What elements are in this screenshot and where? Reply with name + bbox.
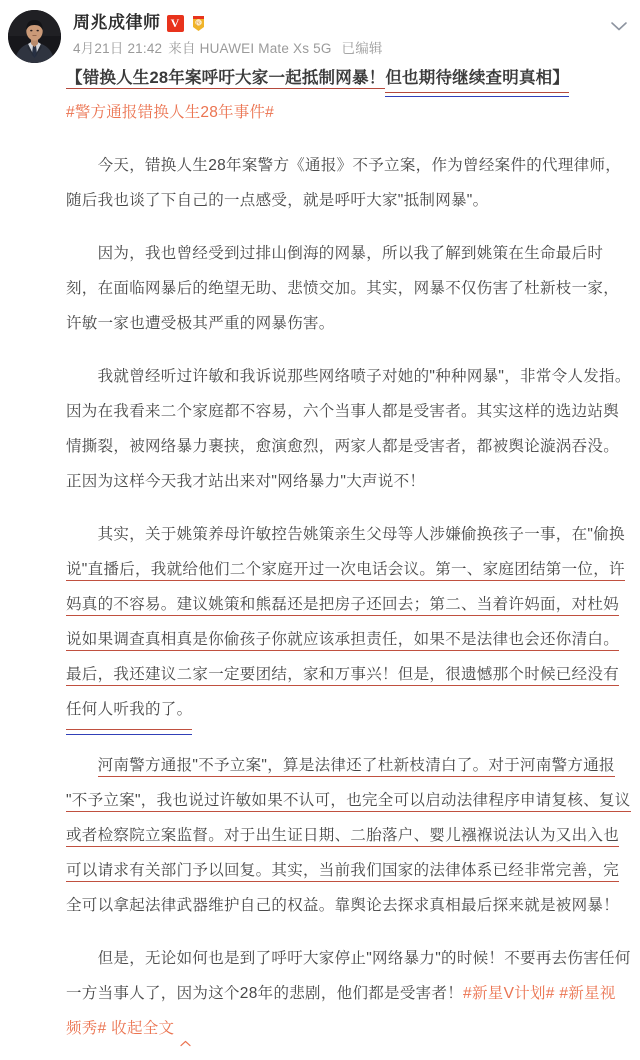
paragraph-5-line-4: 可以请求有关部门予以回复。其实，当前我们国家的法律体系已经非常完善，完 bbox=[66, 862, 619, 882]
post-title-segment-2: 但也期待继续查明真相】 bbox=[385, 65, 569, 93]
hashtag-xinxing-v-plan[interactable]: #新星V计划# bbox=[463, 985, 555, 1002]
paragraph-2 bbox=[66, 236, 632, 341]
post-title bbox=[66, 65, 632, 95]
paragraph-6-line-1: 但是，无论如何也是到了呼吁大家停止"网络暴力"的时候！不要再去伤害任何 bbox=[97, 950, 631, 967]
post-source-device[interactable]: HUAWEI Mate Xs 5G bbox=[199, 41, 332, 56]
paragraph-5-line-1: 河南警方通报"不予立案"，算是法律还了杜新枝清白了。对于河南警方通报 bbox=[98, 757, 615, 777]
paragraph-3-line-2: 因为在我看来二个家庭都不容易，六个当事人都是受害者。其实这样的选边站舆 bbox=[66, 403, 620, 420]
paragraph-3-line-3: 情撕裂，被网络暴力裹挟，愈演愈烈，两家人都是受害者，都被舆论漩涡吞没。 bbox=[66, 438, 620, 455]
paragraph-4-line-6: 任何人听我的了。 bbox=[66, 692, 192, 730]
post-body bbox=[0, 65, 640, 1046]
author-name[interactable]: 周兆成律师 bbox=[73, 13, 161, 32]
paragraph-6 bbox=[66, 941, 632, 1046]
paragraph-4-line-2: 说"直播后，我就给他们二个家庭开过一次电话会议。第一、家庭团结第一位，许 bbox=[66, 561, 625, 581]
chevron-up-icon[interactable] bbox=[180, 1025, 191, 1032]
post-header bbox=[0, 9, 640, 67]
author-name-row bbox=[73, 11, 626, 35]
paragraph-4-line-5: 最后，我还建议二家一定要团结，家和万事兴！但是，很遗憾那个时候已经没有 bbox=[66, 666, 619, 686]
paragraph-3-line-1: 我就曾经听过许敏和我诉说那些网络喷子对她的"种种网暴"，非常令人发指。 bbox=[97, 368, 631, 385]
paragraph-5-line-5: 全可以拿起法律武器维护自己的权益。靠舆论去探求真相最后探来就是被网暴！ bbox=[66, 897, 620, 914]
paragraph-5 bbox=[66, 748, 632, 923]
author-avatar[interactable] bbox=[8, 10, 61, 63]
paragraph-2-line-1: 因为，我也曾经受到过排山倒海的网暴，所以我了解到姚策在生命最后时 bbox=[97, 245, 604, 262]
paragraph-1 bbox=[66, 148, 632, 218]
chevron-down-icon[interactable] bbox=[610, 19, 628, 31]
paragraph-6-line-2: 一方当事人了，因为这个28年的悲剧，他们都是受害者！ bbox=[66, 985, 464, 1002]
hashtag-xinxing-video-part2[interactable]: 频秀# bbox=[66, 1020, 107, 1037]
post-title-segment-1: 【错换人生28年案呼吁大家一起抵制网暴！ bbox=[66, 69, 386, 87]
paragraph-4-line-1: 其实，关于姚策养母许敏控告姚策亲生父母等人涉嫌偷换孩子一事，在"偷换 bbox=[97, 526, 625, 543]
paragraph-2-line-3: 许敏一家也遭受极其严重的网暴伤害。 bbox=[66, 315, 335, 332]
topic-hashtag[interactable]: #警方通报错换人生28年事件# bbox=[66, 104, 274, 121]
author-info bbox=[61, 9, 626, 58]
weibo-v-verified-icon[interactable]: V bbox=[167, 15, 184, 32]
paragraph-4-line-4: 说如果调查真相真是你偷孩子你就应该承担责任，如果不是法律也会还你清白。 bbox=[66, 631, 619, 651]
svg-text:医: 医 bbox=[195, 21, 201, 27]
post-edited-label: 已编辑 bbox=[341, 41, 383, 56]
paragraph-5-line-2: "不予立案"，我也说过许敏如果不认可，也完全可以启动法律程序申请复核、复议 bbox=[66, 792, 631, 812]
paragraph-2-line-2: 刻，在面临网暴后的绝望无助、悲愤交加。其实，网暴不仅伤害了杜新枝一家， bbox=[66, 280, 620, 297]
post-title-text bbox=[66, 65, 569, 95]
paragraph-1-line-1: 今天，错换人生28年案警方《通报》不予立案，作为曾经案件的代理律师， bbox=[97, 157, 622, 174]
paragraph-5-line-3: 或者检察院立案监督。对于出生证日期、二胎落户、婴儿襁褓说法认为又出入也 bbox=[66, 827, 619, 847]
collapse-full-text-link[interactable]: 收起全文 bbox=[111, 1020, 175, 1037]
paragraph-3 bbox=[66, 359, 632, 499]
paragraph-1-line-2: 随后我也谈了下自己的一点感受，就是呼吁大家"抵制网暴"。 bbox=[66, 192, 489, 209]
medal-badge-icon[interactable] bbox=[190, 14, 207, 32]
paragraph-3-line-4: 正因为这样今天我才站出来对"网络暴力"大声说不！ bbox=[66, 473, 426, 490]
paragraph-4-line-3: 妈真的不容易。建议姚策和熊磊还是把房子还回去；第二、当着许妈面，对杜妈 bbox=[66, 596, 619, 616]
post-meta bbox=[73, 40, 626, 58]
post-source-prefix: 来自 bbox=[168, 41, 196, 56]
hashtag-xinxing-video-part1[interactable]: #新星视 bbox=[559, 985, 616, 1002]
post-timestamp: 4月21日 21:42 bbox=[73, 41, 163, 56]
paragraph-4 bbox=[66, 517, 632, 730]
